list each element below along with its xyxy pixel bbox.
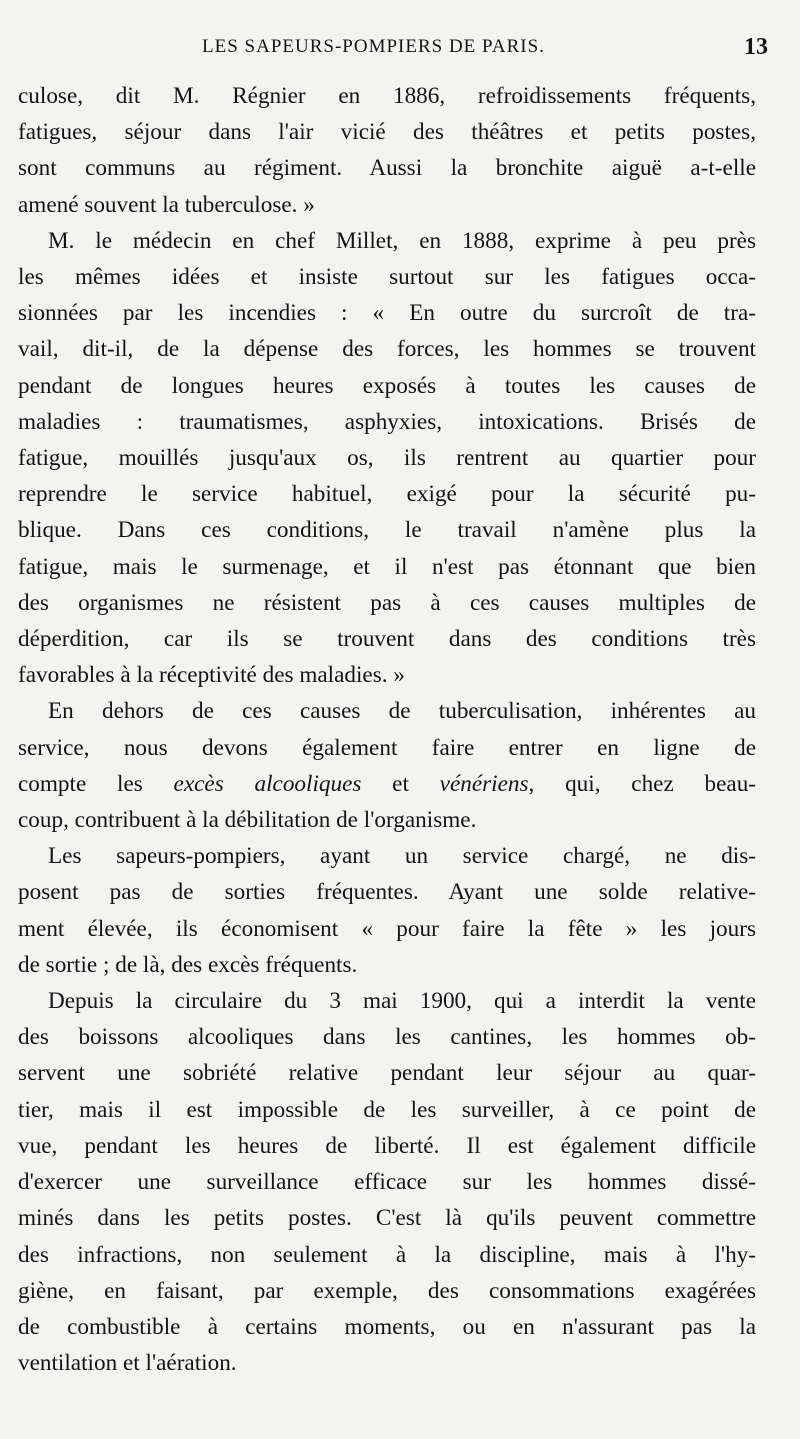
page-header — [18, 34, 768, 74]
emphasis-excess-alcohol: excès alcooliques — [173, 770, 362, 797]
text-segment: et — [361, 770, 440, 797]
text-line: ment élevée, ils économisent « pour faire la fête » les jours — [18, 915, 756, 942]
text-line: culose, dit M. Régnier en 1886, refroidissements fréquents, — [18, 83, 756, 109]
body-text — [18, 78, 756, 1381]
paragraph-1 — [18, 78, 756, 223]
paragraph-5 — [18, 983, 756, 1381]
text-line-with-emphasis — [18, 766, 756, 802]
text-line: blique. Dans ces conditions, le travail n'amène plus la — [18, 517, 756, 544]
text-line: des organismes ne résistent pas à ces causes multiples de — [18, 589, 756, 616]
text-line: pendant de longues heures exposés à toutes les causes de — [18, 372, 756, 399]
text-line: reprendre le service habituel, exigé pour la sécurité pu- — [18, 481, 756, 508]
text-line: servent une sobriété relative pendant leur séjour au quar- — [18, 1060, 756, 1087]
page-number: 13 — [744, 34, 768, 60]
text-segment: compte les — [18, 770, 174, 797]
text-line: vue, pendant les heures de liberté. Il est également difficile — [18, 1132, 756, 1159]
text-line: de sortie ; de là, des excès fréquents. — [18, 951, 358, 978]
text-line: En dehors de ces causes de tuberculisation, inhérentes au — [48, 698, 756, 725]
text-segment: , qui, chez beau- — [528, 770, 757, 797]
text-line: fatigues, séjour dans l'air vicié des théâtres et petits postes, — [18, 119, 756, 146]
text-line: vail, dit-il, de la dépense des forces, les hommes se trouvent — [18, 336, 756, 363]
text-line: ventilation et l'aération. — [18, 1350, 237, 1377]
text-line: sionnées par les incendies : « En outre du surcroît de tra- — [18, 300, 756, 327]
text-line: Les sapeurs-pompiers, ayant un service chargé, ne dis- — [48, 843, 756, 870]
paragraph-3 — [18, 693, 756, 838]
text-line: fatigue, mais le surmenage, et il n'est pas étonnant que bien — [18, 553, 756, 580]
paragraph-4 — [18, 838, 756, 983]
text-line: déperdition, car ils se trouvent dans des conditions très — [18, 626, 756, 653]
text-line: maladies : traumatismes, asphyxies, intoxications. Brisés de — [18, 408, 756, 435]
text-line: sont communs au régiment. Aussi la bronchite aiguë a-t-elle — [18, 155, 756, 182]
text-line: des boissons alcooliques dans les cantines, les hommes ob- — [18, 1024, 756, 1051]
text-line: Depuis la circulaire du 3 mai 1900, qui a interdit la vente — [48, 988, 756, 1015]
text-line: M. le médecin en chef Millet, en 1888, exprime à peu près — [48, 227, 756, 254]
text-line: d'exercer une surveillance efficace sur les hommes dissé- — [18, 1169, 756, 1196]
running-head: LES SAPEURS-POMPIERS DE PARIS. — [202, 36, 545, 57]
text-line: giène, en faisant, par exemple, des consommations exagérées — [18, 1277, 756, 1304]
paragraph-2 — [18, 223, 756, 694]
text-line: tier, mais il est impossible de les surveiller, à ce point de — [18, 1096, 756, 1123]
text-line: favorables à la réceptivité des maladies. » — [18, 662, 405, 689]
text-line: des infractions, non seulement à la discipline, mais à l'hy- — [18, 1241, 756, 1268]
text-line: coup, contribuent à la débilitation de l'organisme. — [18, 807, 477, 834]
emphasis-venereal: vénériens — [439, 770, 529, 797]
text-line: amené souvent la tuberculose. » — [18, 191, 315, 218]
text-line: de combustible à certains moments, ou en n'assurant pas la — [18, 1313, 756, 1340]
text-line: service, nous devons également faire entrer en ligne de — [18, 734, 756, 761]
text-line: posent pas de sorties fréquentes. Ayant une solde relative- — [18, 879, 756, 906]
text-line: fatigue, mouillés jusqu'aux os, ils rentrent au quartier pour — [18, 445, 756, 472]
text-line: minés dans les petits postes. C'est là qu'ils peuvent commettre — [18, 1205, 756, 1232]
text-line: les mêmes idées et insiste surtout sur les fatigues occa- — [18, 264, 756, 291]
